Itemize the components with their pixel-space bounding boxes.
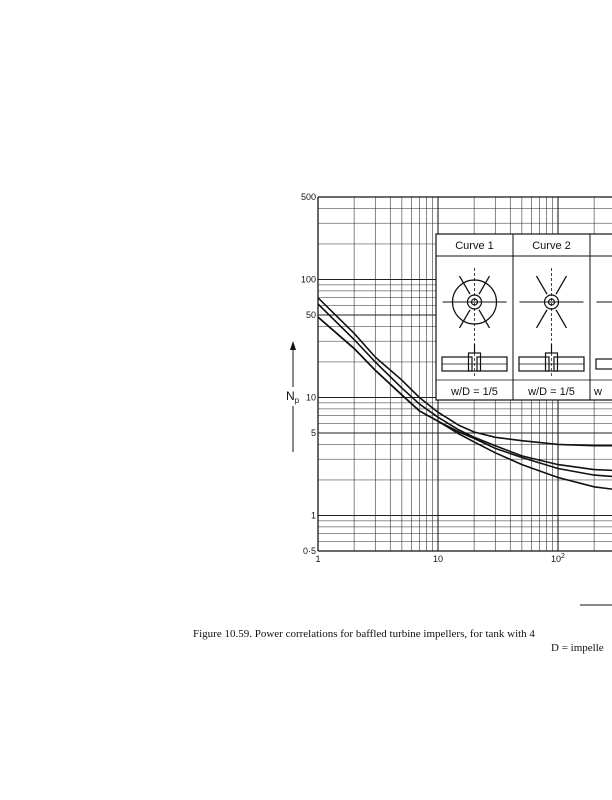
x-tick-label: 10 [432, 554, 444, 564]
y-tick-label: 100 [300, 274, 316, 285]
y-axis-title-sub: p [294, 396, 300, 405]
x-tick-label: 1 [315, 554, 321, 564]
x-tick-sup: 2 [561, 553, 565, 560]
caption-line-2: D = impelle [551, 642, 604, 654]
inset-panel-ratio: w/D = 1/5 [451, 386, 498, 398]
figure-caption [193, 627, 612, 655]
inset-panel-ratio: w/D = 1/5 [528, 386, 575, 398]
y-tick-label: 10 [305, 392, 316, 403]
y-axis-title: $N_p$ [286, 389, 300, 405]
y-axis-label [286, 341, 300, 452]
x-tick-label: $10^2$ [551, 553, 565, 564]
y-tick-label: 5 [310, 428, 316, 438]
y-tick-label: 500 [300, 192, 316, 202]
ylabel-arrowhead [290, 341, 296, 350]
impeller-inset [436, 234, 612, 400]
y-tick-label: 50 [305, 310, 316, 320]
inset-panel-ratio: w [594, 386, 602, 398]
caption-line-1: Figure 10.59. Power correlations for baffled turbine impellers, for tank with 4 [193, 628, 535, 640]
y-tick-label: 1 [310, 510, 316, 521]
inset-panel-title: Curve 1 [455, 240, 494, 252]
inset-box [436, 234, 612, 400]
inset-panel-title: Curve 2 [532, 240, 571, 252]
y-tick-label: 0·5 [302, 546, 316, 556]
